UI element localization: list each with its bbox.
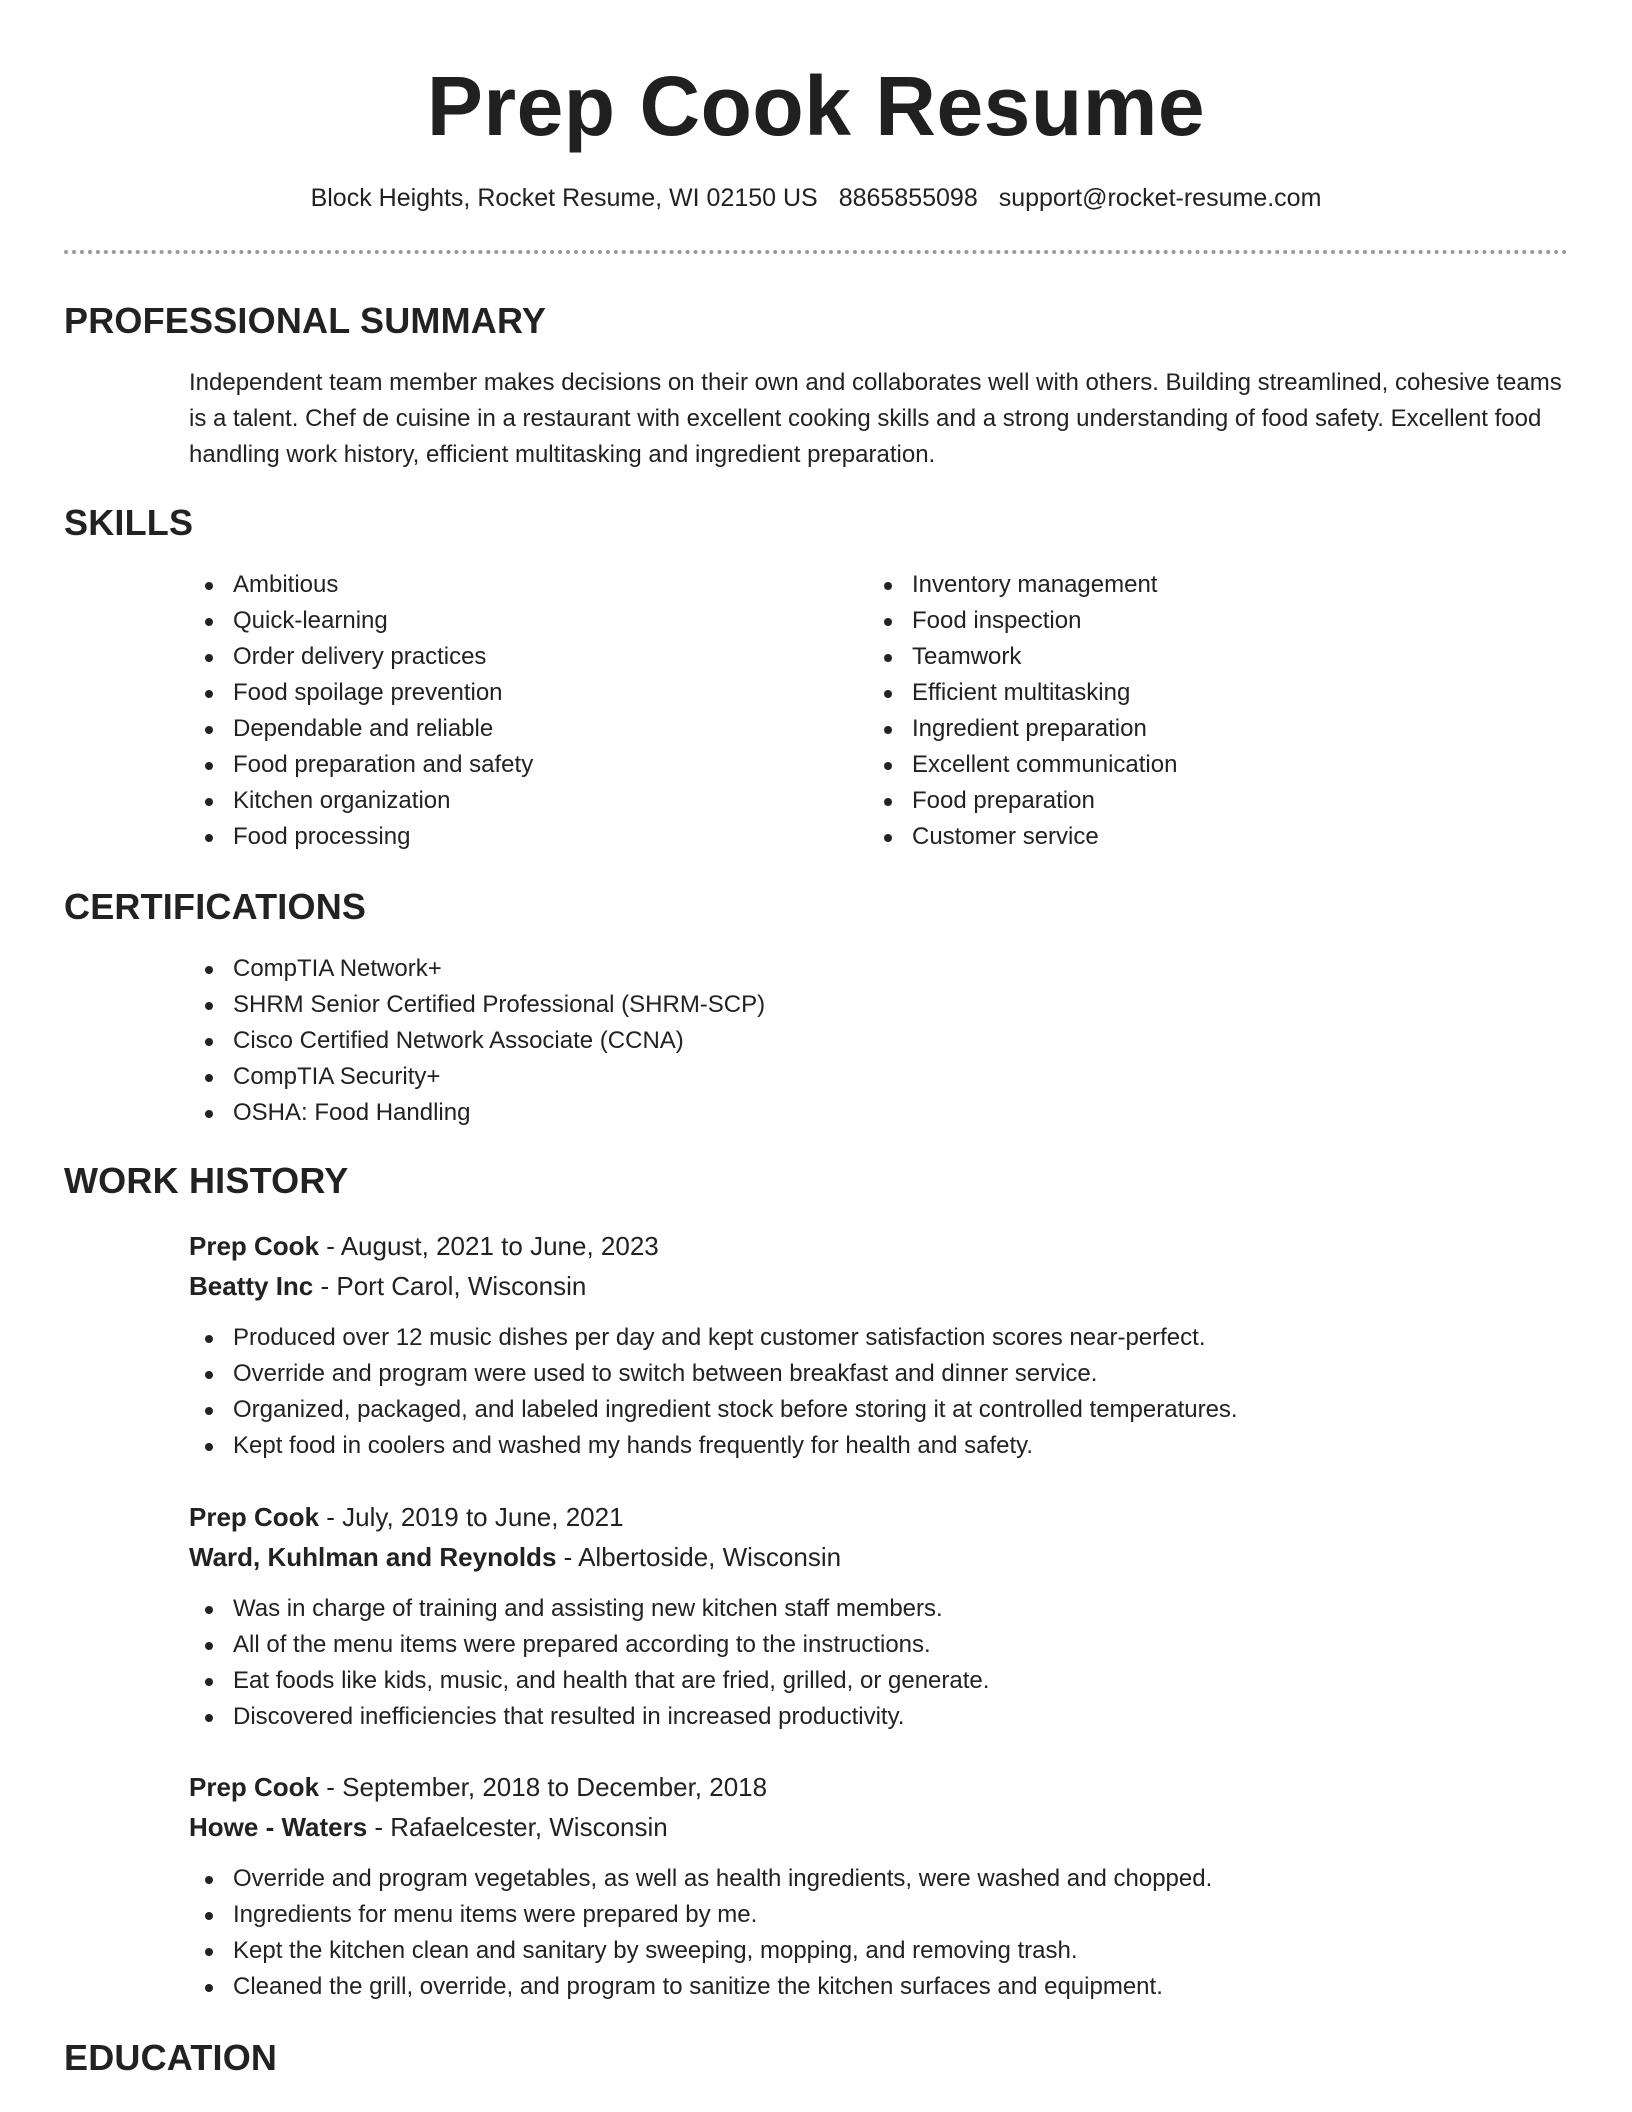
summary-text: Independent team member makes decisions on their own and collaborates well with others. Building streamlined, cohesive teams is a talent. Chef de cuisine in a restaurant with excellent cooking skills and a strong understanding of food safety. Excellent food handling work history, efficient multitasking and ingredient preparation. [189, 369, 1562, 468]
job-role-line [189, 1497, 1569, 1537]
list-item: All of the menu items were prepared according to the instructions. [189, 1627, 1569, 1663]
list-item: Efficient multitasking [868, 675, 1508, 711]
list-item: Food spoilage prevention [189, 675, 829, 711]
list-item: Kitchen organization [189, 783, 829, 819]
job-role: Prep Cook [189, 1231, 320, 1261]
section-title-work-history: WORK HISTORY [64, 1160, 349, 1201]
list-item: Teamwork [868, 639, 1508, 675]
job-role: Prep Cook [189, 1502, 320, 1532]
job-entry [189, 1497, 1569, 1735]
section-title-skills: SKILLS [64, 502, 194, 543]
job-dates: - September, 2018 to December, 2018 [319, 1772, 768, 1802]
job-company: Ward, Kuhlman and Reynolds [189, 1542, 557, 1572]
list-item: Override and program vegetables, as well as health ingredients, were washed and chopped. [189, 1861, 1569, 1897]
job-location: - Rafaelcester, Wisconsin [367, 1812, 668, 1842]
list-item: Eat foods like kids, music, and health that are fried, grilled, or generate. [189, 1663, 1569, 1699]
list-item: Cisco Certified Network Associate (CCNA) [189, 1023, 1489, 1059]
job-dates: - August, 2021 to June, 2023 [319, 1231, 659, 1261]
list-item: OSHA: Food Handling [189, 1095, 1489, 1131]
job-company-line [189, 1807, 1569, 1847]
address: Block Heights, Rocket Resume, WI 02150 US [310, 184, 818, 212]
list-item: Dependable and reliable [189, 711, 829, 747]
list-item: Cleaned the grill, override, and program to sanitize the kitchen surfaces and equipment. [189, 1969, 1569, 2005]
contact-line [0, 180, 1632, 216]
list-item: CompTIA Security+ [189, 1059, 1489, 1095]
job-role-line [189, 1226, 1569, 1266]
job-role-line [189, 1767, 1569, 1807]
job-dates: - July, 2019 to June, 2021 [319, 1502, 624, 1532]
list-item: Order delivery practices [189, 639, 829, 675]
list-item: Quick-learning [189, 603, 829, 639]
list-item: Customer service [868, 819, 1508, 855]
job-company-line [189, 1537, 1569, 1577]
section-title-education: EDUCATION [64, 2037, 278, 2078]
list-item: Override and program were used to switch between breakfast and dinner service. [189, 1356, 1569, 1392]
job-company-line [189, 1266, 1569, 1306]
job-role: Prep Cook [189, 1772, 320, 1802]
list-item: Discovered inefficiencies that resulted in increased productivity. [189, 1699, 1569, 1735]
phone: 8865855098 [838, 184, 978, 212]
job-company: Howe - Waters [189, 1812, 368, 1842]
skills-list-left [189, 567, 829, 855]
job-entry [189, 1767, 1569, 2005]
list-item: Ingredients for menu items were prepared by me. [189, 1897, 1569, 1933]
job-location: - Albertoside, Wisconsin [556, 1542, 842, 1572]
list-item: Excellent communication [868, 747, 1508, 783]
list-item: Was in charge of training and assisting new kitchen staff members. [189, 1591, 1569, 1627]
job-entry [189, 1226, 1569, 1464]
list-item: Inventory management [868, 567, 1508, 603]
job-bullets [189, 1591, 1569, 1735]
list-item: Kept food in coolers and washed my hands frequently for health and safety. [189, 1428, 1569, 1464]
list-item: Organized, packaged, and labeled ingredient stock before storing it at controlled temperatures. [189, 1392, 1569, 1428]
job-location: - Port Carol, Wisconsin [313, 1271, 587, 1301]
section-title-certifications: CERTIFICATIONS [64, 886, 367, 927]
list-item: Food processing [189, 819, 829, 855]
list-item: Produced over 12 music dishes per day and kept customer satisfaction scores near-perfect. [189, 1320, 1569, 1356]
list-item: Kept the kitchen clean and sanitary by sweeping, mopping, and removing trash. [189, 1933, 1569, 1969]
list-item: Food preparation [868, 783, 1508, 819]
list-item: Food preparation and safety [189, 747, 829, 783]
job-bullets [189, 1861, 1569, 2005]
section-title-summary: PROFESSIONAL SUMMARY [64, 300, 547, 341]
job-company: Beatty Inc [189, 1271, 314, 1301]
job-bullets [189, 1320, 1569, 1464]
skills-list-right [868, 567, 1508, 855]
email: support@rocket-resume.com [998, 184, 1322, 212]
list-item: Ambitious [189, 567, 829, 603]
list-item: CompTIA Network+ [189, 951, 1489, 987]
list-item: SHRM Senior Certified Professional (SHRM-SCP) [189, 987, 1489, 1023]
header-divider [64, 250, 1568, 254]
list-item: Food inspection [868, 603, 1508, 639]
list-item: Ingredient preparation [868, 711, 1508, 747]
resume-title: Prep Cook Resume [426, 59, 1206, 153]
certifications-list [189, 951, 1489, 1131]
